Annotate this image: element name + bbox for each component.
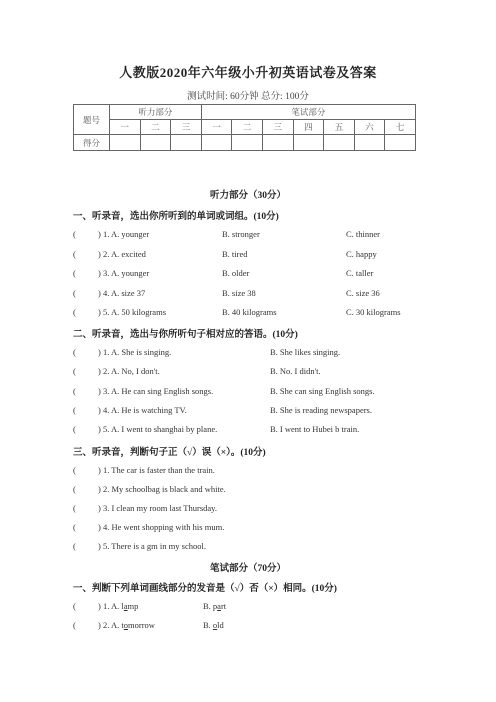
writing-header-cell: 笔试部分: [201, 105, 415, 120]
exam-subtitle: 测试时间: 60分钟 总分: 100分: [187, 92, 309, 102]
option-b: B. No. I didn't.: [270, 366, 321, 376]
listening-col: 二: [140, 120, 171, 135]
writing-col: 二: [232, 120, 263, 135]
listening-heading: 听力部分（30分）: [209, 191, 286, 201]
writing-col: 一: [201, 120, 232, 135]
writing-col: 七: [385, 120, 416, 135]
option-b: B. I went to Hubei b train.: [270, 424, 360, 434]
option-c: C. thinner: [346, 229, 380, 239]
score-cell: [171, 135, 202, 151]
judge-item: ) 4. He went shopping with his mum.: [98, 522, 225, 532]
listening-part3-heading: 三、听录音，判断句子正（√）误（×）。(10分): [73, 448, 266, 458]
score-table: [73, 104, 416, 151]
question-a: ) 1. A. younger: [98, 229, 150, 239]
score-cell: [110, 135, 141, 151]
writing-heading: 笔试部分（70分）: [209, 564, 286, 574]
score-cell: [354, 135, 385, 151]
option-c: C. taller: [346, 268, 374, 278]
paren-open: (: [73, 522, 76, 532]
writing-col: 四: [293, 120, 324, 135]
phonics-word-b: B. old: [203, 620, 224, 630]
paren-open: (: [73, 347, 76, 357]
listening-part1-heading: 一、听录音，选出你所听到的单词或词组。(10分): [73, 212, 279, 222]
option-b: B. stronger: [222, 229, 260, 239]
listening-part2-heading: 二、听录音，选出与你所听句子相对应的答语。(10分): [73, 330, 298, 340]
paren-open: (: [73, 249, 76, 259]
paren-open: (: [73, 307, 76, 317]
judge-item: ) 3. I clean my room last Thursday.: [98, 503, 217, 513]
score-cell: [385, 135, 416, 151]
paren-open: (: [73, 424, 76, 434]
option-b: B. She is reading newspapers.: [270, 405, 372, 415]
phonics-word-a: ) 1. A. lamp: [98, 601, 139, 611]
score-cell: [262, 135, 293, 151]
listening-header-cell: 听力部分: [110, 105, 202, 120]
question-a: ) 1. A. She is singing.: [98, 347, 172, 357]
option-b: B. size 38: [222, 288, 256, 298]
option-b: B. older: [222, 268, 250, 278]
paren-open: (: [73, 366, 76, 376]
paren-open: (: [73, 620, 76, 630]
writing-col: 五: [324, 120, 355, 135]
question-a: ) 2. A. excited: [98, 249, 146, 259]
question-a: ) 3. A. He can sing English songs.: [98, 386, 214, 396]
option-b: B. She likes singing.: [270, 347, 341, 357]
writing-col: 三: [262, 120, 293, 135]
question-a: ) 3. A. younger: [98, 268, 150, 278]
question-a: ) 4. A. size 37: [98, 288, 146, 298]
score-cell: [324, 135, 355, 151]
score-cell: [293, 135, 324, 151]
option-c: C. size 36: [346, 288, 380, 298]
paren-open: (: [73, 503, 76, 513]
paren-open: (: [73, 465, 76, 475]
question-a: ) 5. A. I went to shanghai by plane.: [98, 424, 218, 434]
question-a: ) 2. A. No, I don't.: [98, 366, 160, 376]
listening-col: 一: [110, 120, 141, 135]
paren-open: (: [73, 386, 76, 396]
paren-open: (: [73, 288, 76, 298]
option-b: B. She can sing English songs.: [270, 386, 375, 396]
exam-title: 人教版2020年六年级小升初英语试卷及答案: [119, 65, 377, 80]
judge-item: ) 5. There is a gm in my school.: [98, 541, 206, 551]
paren-open: (: [73, 229, 76, 239]
question-a: ) 4. A. He is watching TV.: [98, 405, 187, 415]
option-b: B. 40 kilograms: [222, 307, 277, 317]
paren-open: (: [73, 601, 76, 611]
score-cell: [201, 135, 232, 151]
paren-open: (: [73, 484, 76, 494]
listening-col: 三: [171, 120, 202, 135]
paren-open: (: [73, 268, 76, 278]
option-c: C. 30 kilograms: [346, 307, 401, 317]
paren-open: (: [73, 405, 76, 415]
paren-open: (: [73, 541, 76, 551]
phonics-word-b: B. part: [203, 601, 227, 611]
writing-part1-heading: 一、判断下列单词画线部分的发音是（√）否（×）相同。(10分): [73, 584, 337, 594]
phonics-word-a: ) 2. A. tomorrow: [98, 620, 155, 630]
option-c: C. happy: [346, 249, 377, 259]
row-header-cell: 题号: [74, 105, 110, 135]
option-b: B. tired: [222, 249, 248, 259]
question-a: ) 5. A. 50 kilograms: [98, 307, 166, 317]
judge-item: ) 1. The car is faster than the train.: [98, 465, 215, 475]
score-cell: [232, 135, 263, 151]
score-cell: [140, 135, 171, 151]
judge-item: ) 2. My schoolbag is black and white.: [98, 484, 226, 494]
writing-col: 六: [354, 120, 385, 135]
score-label-cell: 得分: [74, 135, 110, 151]
